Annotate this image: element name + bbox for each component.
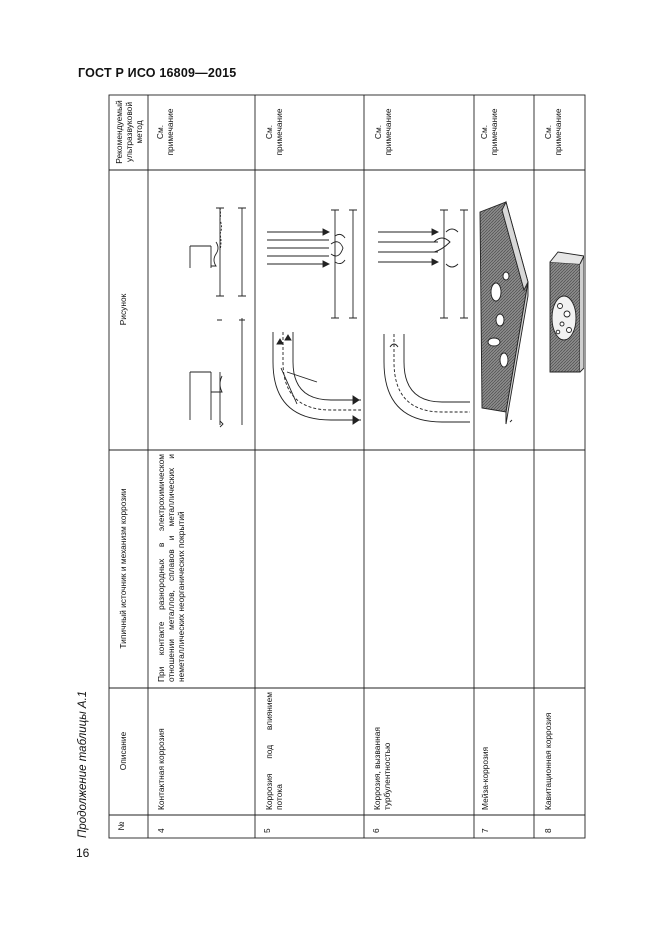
row8-num: 8 bbox=[543, 828, 553, 833]
page-number: 16 bbox=[76, 846, 90, 860]
row8-method: См. примечание bbox=[543, 108, 564, 156]
cavitation-corrosion-figure bbox=[536, 172, 584, 448]
table-caption: Продолжение таблицы А.1 bbox=[77, 690, 89, 838]
row8-description: Кавитационная коррозия bbox=[543, 712, 553, 810]
row4-description: Контактная коррозия bbox=[156, 728, 166, 810]
row4-num: 4 bbox=[156, 828, 166, 833]
flow-corrosion-figure bbox=[257, 172, 362, 448]
header-method: Рекомендуемый ультразвуковой метод bbox=[114, 100, 145, 164]
row6-description: Коррозия, вызванная турбулентностью bbox=[372, 727, 393, 810]
header-sources: Типичный источник и механизм коррозии bbox=[118, 488, 128, 649]
row5-num: 5 bbox=[262, 828, 272, 833]
row4-sources: При контакте разнородных в электрохимическом отношении металлов, сплавов и металлических и неметаллических неорганических покрытий bbox=[156, 454, 187, 682]
turbulence-corrosion-figure bbox=[366, 172, 472, 448]
row7-num: 7 bbox=[480, 828, 490, 833]
row7-description: Мейза-коррозия bbox=[480, 746, 490, 810]
row5-description: Коррозия под влиянием потока bbox=[264, 692, 285, 810]
header-figure: Рисунок bbox=[118, 293, 128, 326]
row7-method: См. примечание bbox=[479, 108, 500, 156]
row4-method: См. примечание bbox=[155, 108, 176, 156]
header-num: № bbox=[116, 821, 126, 831]
mesa-corrosion-figure bbox=[476, 172, 532, 448]
header-description: Описание bbox=[118, 731, 128, 771]
row5-method: См. примечание bbox=[264, 108, 285, 156]
contact-corrosion-figure bbox=[150, 172, 253, 448]
row6-num: 6 bbox=[371, 828, 381, 833]
row6-method: См. примечание bbox=[373, 108, 394, 156]
document-header: ГОСТ Р ИСО 16809—2015 bbox=[78, 66, 237, 80]
